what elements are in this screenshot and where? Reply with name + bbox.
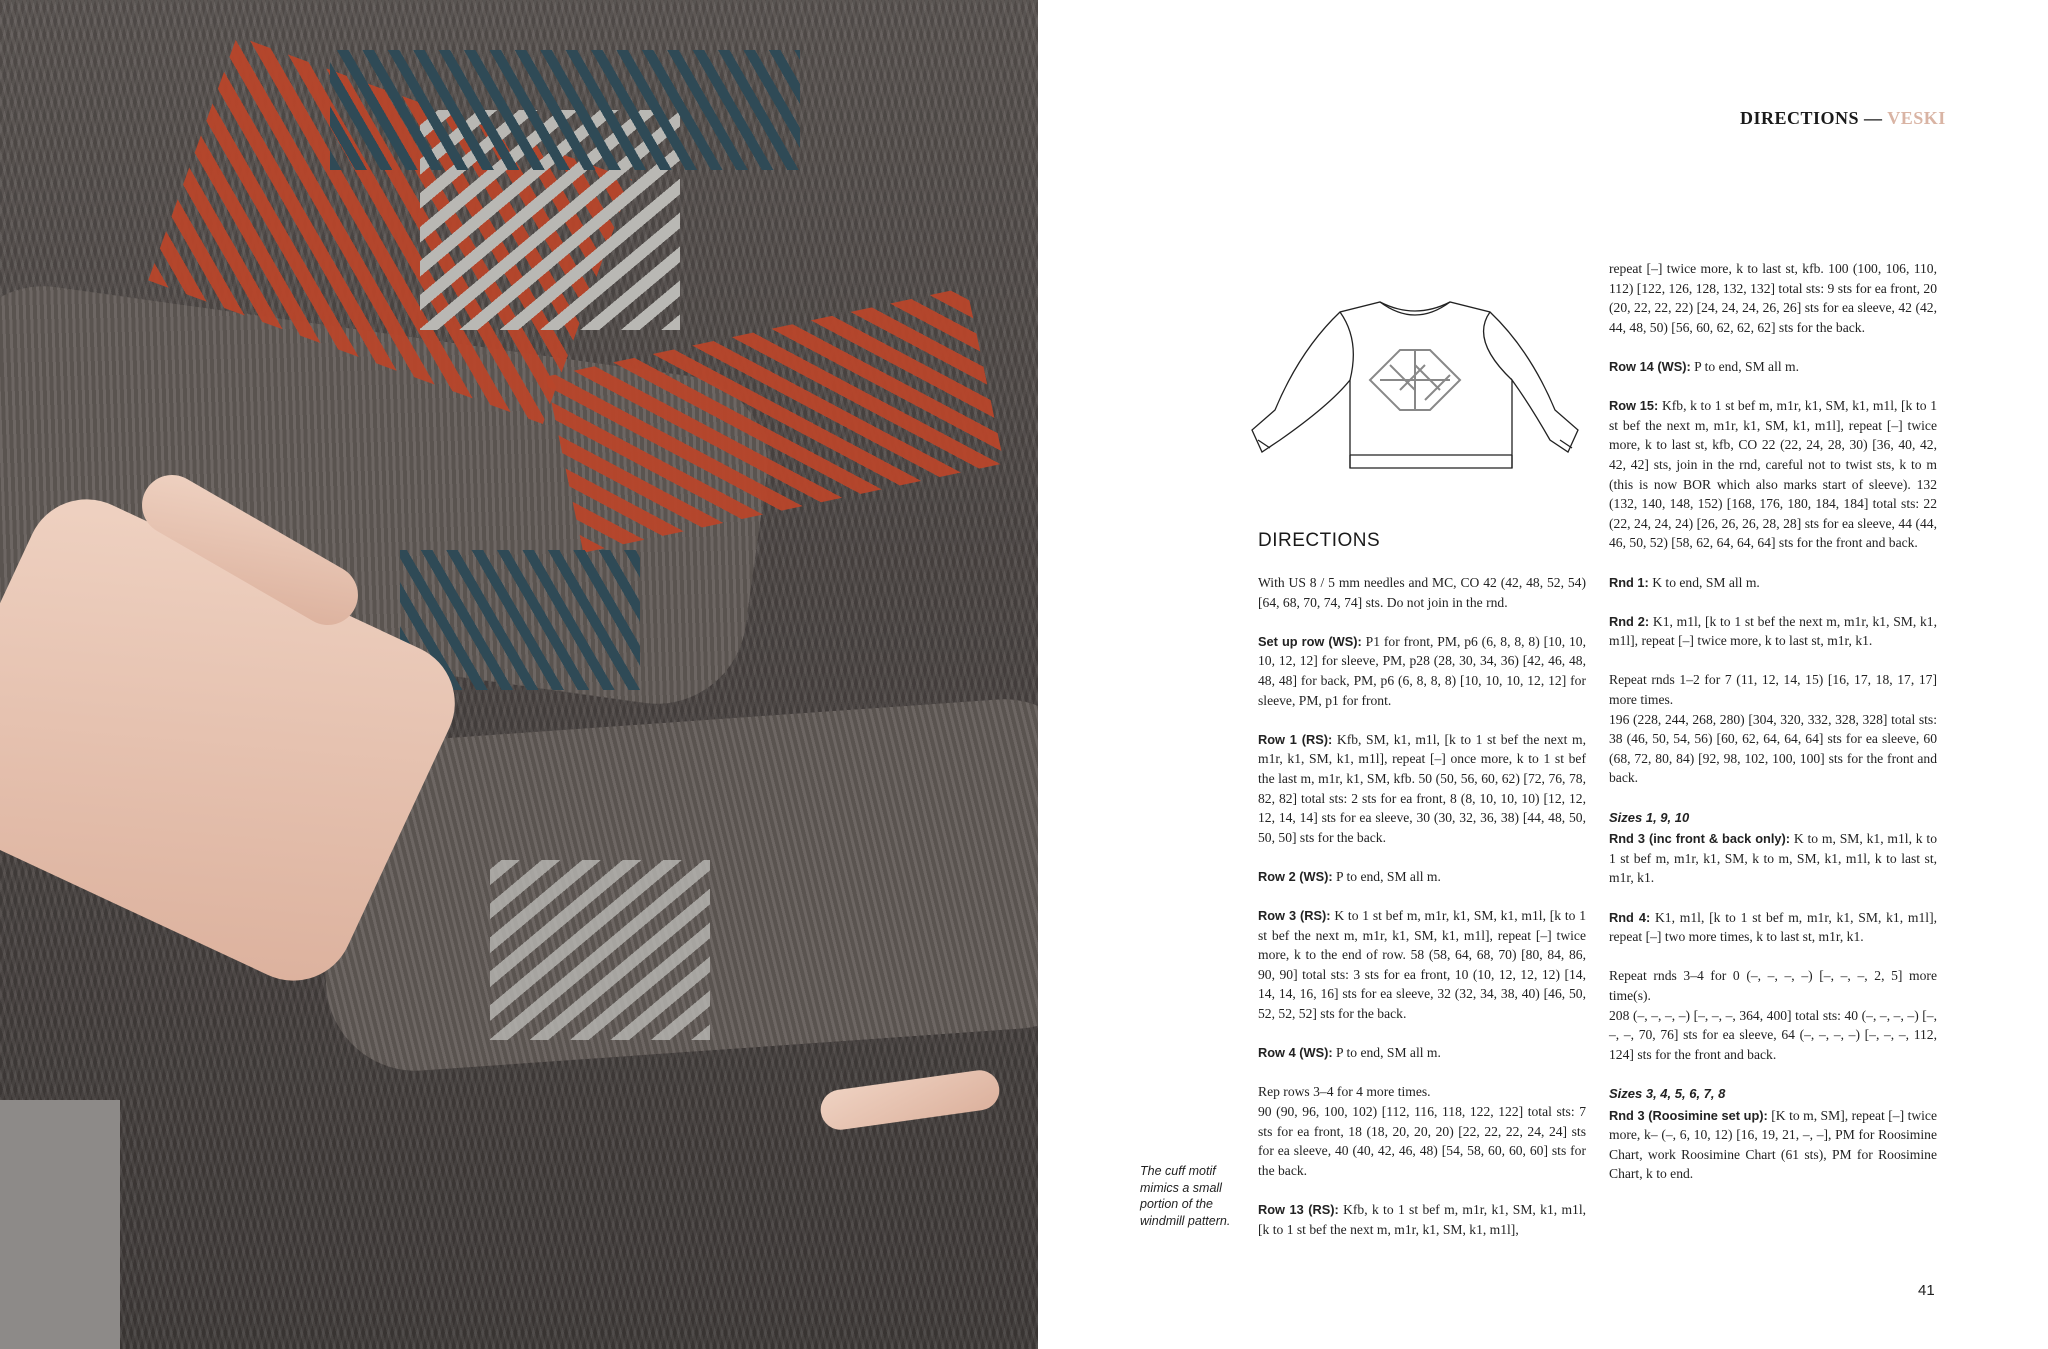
fingers	[818, 1068, 1002, 1133]
instruction-text: 196 (228, 244, 268, 280) [304, 320, 332, 328, 328] total sts: 38 (46, 50, 54, 56) [60, 62, 64, 64, 64] sts for ea sleeve, 60 (68, 72, 80, 84) [92, 98, 102, 100, 100] sts for the front and back.	[1609, 711, 1937, 786]
instruction-text: Rep rows 3–4 for 4 more times.	[1258, 1084, 1431, 1100]
instruction-text: 208 (–, –, –, –) [–, –, –, 364, 400] total sts: 40 (–, –, –, –) [–, –, –, 70, 76] sts for ea sleeve, 64 (–, –, –, –) [–, –, –, 112, 124] sts for the front and back.	[1609, 1007, 1937, 1062]
instruction-label: Rnd 3 (Roosimine set up):	[1609, 1107, 1768, 1123]
instruction-paragraph	[1609, 966, 1937, 1005]
instruction-paragraph	[1609, 396, 1937, 553]
photo-caption: The cuff motif mimics a small portion of the windmill pattern.	[1140, 1164, 1231, 1228]
header-section: DIRECTIONS	[1740, 108, 1860, 128]
instruction-label: Row 13 (RS):	[1258, 1202, 1339, 1217]
instruction-text: P to end, SM all m.	[1332, 1045, 1441, 1061]
instruction-text: With US 8 / 5 mm needles and MC, CO 42 (42, 48, 52, 54) [64, 68, 70, 74, 74] sts. Do not join in the rnd.	[1258, 575, 1586, 610]
background-fabric	[0, 1100, 120, 1349]
instruction-paragraph	[1609, 829, 1937, 888]
header-pattern-name: VESKI	[1887, 108, 1946, 128]
instruction-label: Set up row (WS):	[1258, 633, 1362, 649]
blue-motif	[330, 50, 800, 170]
instruction-label: Row 14 (WS):	[1609, 358, 1691, 374]
instruction-paragraph	[1609, 710, 1937, 788]
instruction-text: Repeat rnds 3–4 for 0 (–, –, –, –) [–, –, –, 2, 5] more time(s).	[1609, 968, 1937, 1003]
instruction-label: Rnd 1:	[1609, 574, 1649, 590]
instruction-text: K1, m1l, [k to 1 st bef m, m1r, k1, SM, k1, m1l], repeat [–] two more times, k to last st, m1r, k1.	[1609, 909, 1937, 945]
instruction-paragraph	[1258, 867, 1586, 887]
page-number: 41	[1918, 1282, 1935, 1299]
instruction-text: K to end, SM all m.	[1648, 574, 1760, 590]
instruction-text: Kfb, k to 1 st bef m, m1r, k1, SM, k1, m1l, [k to 1 st bef the next m, m1r, k1, SM, k1, m1l],	[1258, 1202, 1586, 1237]
instruction-label: Rnd 3 (inc front & back only):	[1609, 831, 1791, 847]
cuff-motif	[490, 860, 710, 1040]
instruction-label: Rnd 4:	[1609, 909, 1651, 925]
size-subheading: Sizes 3, 4, 5, 6, 7, 8	[1609, 1085, 1726, 1101]
instruction-text: P to end, SM all m.	[1332, 868, 1441, 884]
instruction-label: Row 1 (RS):	[1258, 731, 1333, 747]
header-separator: —	[1859, 108, 1888, 128]
sweater-illustration	[1250, 290, 1580, 485]
running-header	[1740, 108, 1946, 129]
instruction-paragraph	[1609, 259, 1937, 337]
right-text-column	[1609, 259, 1937, 1204]
instruction-text: P to end, SM all m.	[1690, 358, 1800, 374]
instruction-paragraph	[1258, 1082, 1586, 1102]
instruction-text: P1 for front, PM, p6 (6, 8, 8, 8) [10, 10, 10, 12, 12] for sleeve, PM, p28 (28, 30, 34, 36) [42, 46, 48, 48, 48] for back, PM, p6 (6, 8, 8, 8) [10, 10, 10, 12, 12] for sleeve, PM, p1 for front.	[1258, 633, 1586, 708]
instruction-label: Row 15:	[1609, 398, 1659, 414]
instruction-text: K to m, SM, k1, m1l, k to 1 st bef m, m1r, k1, SM, k to m, SM, k1, m1l, k to last st, m1r, k1.	[1609, 831, 1937, 886]
instruction-label: Rnd 2:	[1609, 613, 1650, 629]
instruction-paragraph	[1609, 1106, 1937, 1184]
instruction-paragraph	[1609, 357, 1937, 377]
instruction-label: Row 3 (RS):	[1258, 908, 1331, 924]
left-text-column	[1258, 573, 1586, 1259]
instruction-text: repeat [–] twice more, k to last st, kfb. 100 (100, 106, 110, 112) [122, 126, 128, 132, 132] total sts: 9 sts for ea front, 20 (20, 22, 22, 22) [24, 24, 24, 26, 26] sts for ea sleeve, 42 (42, 44, 48, 50) [56, 60, 62, 62, 62] sts for the back.	[1609, 261, 1937, 335]
instruction-paragraph	[1258, 1200, 1586, 1239]
instruction-paragraph	[1258, 1043, 1586, 1063]
instruction-paragraph	[1258, 632, 1586, 710]
instruction-text: Kfb, k to 1 st bef m, m1r, k1, SM, k1, m1l, [k to 1 st bef the next m, m1r, k1, SM, k1, m1l], repeat [–] twice more, k to last st, kfb, CO 22 (22, 24, 28, 30) [36, 40, 42, 42, 42] sts, join in the rnd, careful not to twist sts, k to m (this is now BOR which also marks start of sleeve). 132 (132, 140, 148, 152) [168, 176, 180, 184, 184] total sts: 22 (22, 24, 24, 24) [26, 26, 26, 28, 28] sts for ea sleeve, 44 (44, 46, 50, 52) [58, 62, 64, 64, 64] sts for the front and back.	[1609, 398, 1937, 551]
instruction-paragraph	[1609, 908, 1937, 947]
instruction-paragraph	[1609, 612, 1937, 651]
instruction-paragraph	[1258, 1102, 1586, 1180]
instruction-paragraph	[1258, 573, 1586, 612]
instruction-paragraph	[1609, 1006, 1937, 1065]
section-heading: DIRECTIONS	[1258, 530, 1381, 551]
instruction-label: Row 2 (WS):	[1258, 868, 1333, 884]
instruction-paragraph	[1258, 906, 1586, 1024]
instruction-text: Repeat rnds 1–2 for 7 (11, 12, 14, 15) [16, 17, 18, 17, 17] more times.	[1609, 672, 1937, 708]
instruction-paragraph	[1258, 730, 1586, 848]
instruction-text: 90 (90, 96, 100, 102) [112, 116, 118, 122, 122] total sts: 7 sts for ea front, 18 (18, 20, 20, 20) [22, 22, 22, 24, 24] sts for ea sleeve, 40 (40, 42, 46, 48) [54, 58, 60, 60, 60] sts for the back.	[1258, 1104, 1586, 1178]
instruction-paragraph	[1609, 573, 1937, 593]
instruction-text: Kfb, SM, k1, m1l, [k to 1 st bef the next m, m1r, k1, SM, k1, m1l], repeat [–] once more, k to 1 st bef the last m, m1r, k1, SM, kfb. 50 (50, 56, 60, 62) [72, 76, 78, 82, 82] total sts: 2 sts for ea front, 8 (8, 10, 10, 10) [12, 12, 12, 14, 14] sts for ea sleeve, 30 (30, 32, 36, 38) [44, 48, 50, 50, 50] sts for the back.	[1258, 731, 1586, 845]
instruction-text: [K to m, SM], repeat [–] twice more, k– (–, 6, 10, 12) [16, 19, 21, –, –], PM for Roosimine Chart, work Roosimine Chart (61 sts), PM for Roosimine Chart, k to end.	[1609, 1107, 1938, 1182]
instruction-label: Row 4 (WS):	[1258, 1045, 1333, 1061]
size-subheading: Sizes 1, 9, 10	[1609, 809, 1690, 825]
instruction-text: K to 1 st bef m, m1r, k1, SM, k1, m1l, [k to 1 st bef the next m, m1r, k1, SM, k1, m1l], repeat [–] twice more, k to the end of row. 58 (58, 64, 68, 70) [80, 84, 86, 90, 90] total sts: 3 sts for ea front, 10 (10, 12, 12, 12) [14, 14, 14, 16, 16] sts for ea sleeve, 32 (32, 34, 38, 40) [46, 50, 52, 52, 52] sts for the back.	[1258, 908, 1586, 1022]
instruction-paragraph	[1609, 670, 1937, 709]
instruction-text: K1, m1l, [k to 1 st bef the next m, m1r, k1, SM, k1, m1l], repeat [–] twice more, k to last st, m1r, k1.	[1609, 613, 1937, 649]
